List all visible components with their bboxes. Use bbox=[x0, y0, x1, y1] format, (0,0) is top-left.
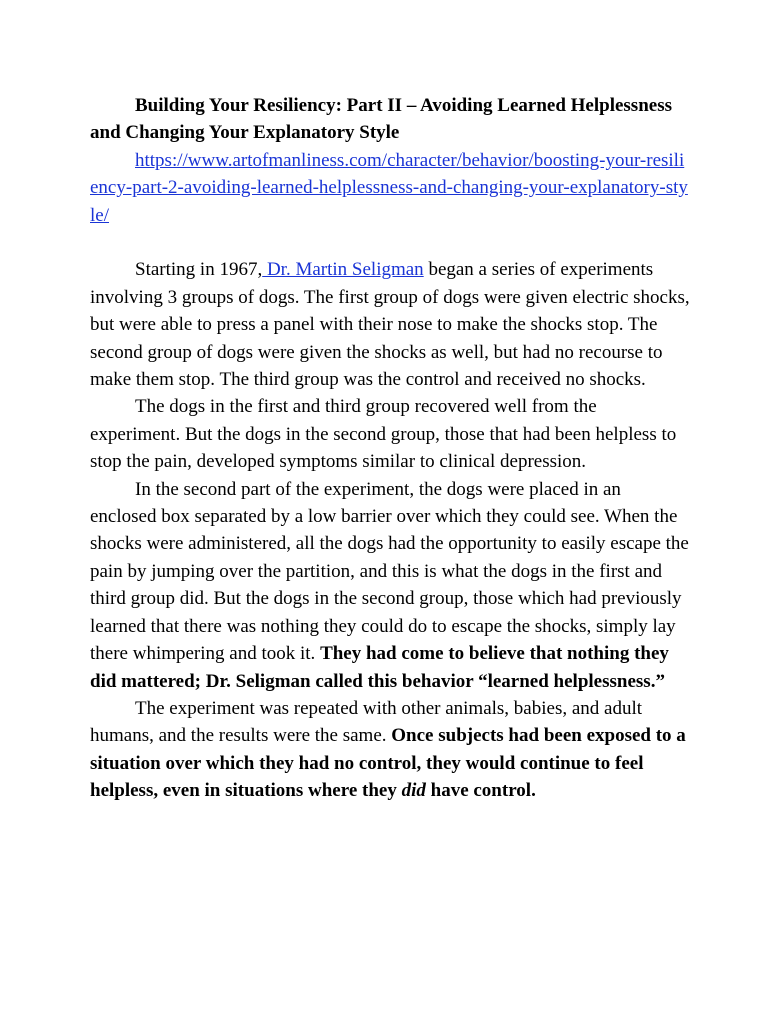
paragraph-3-body: In the second part of the experiment, the dogs were placed in an enclosed box separated by a low barrier over which they could see. When the shocks were administered, all the dogs had the opportunity to easily escape the pain by jumping over the partition, and this is what the dogs in the first and third group did. But the dogs in the second group, those which had previously learned that there was nothing they could do to escape the shocks, simply lay there whimpering and took it. bbox=[90, 478, 689, 665]
paragraph-4 bbox=[90, 695, 690, 805]
paragraph-3-bold-statement: They had come to believe that nothing they did mattered; Dr. Seligman called this behavior “learned helplessness.” bbox=[90, 643, 669, 692]
source-url-link[interactable]: https://www.artofmanliness.com/character/behavior/boosting-your-resiliency-part-2-avoiding-learned-helplessness-and-changing-your-explanatory-style/ bbox=[90, 149, 688, 226]
blank-line bbox=[90, 229, 690, 256]
paragraph-4-emphasis: did bbox=[401, 780, 426, 802]
paragraph-4-body: The experiment was repeated with other animals, babies, and adult humans, and the results were the same. bbox=[90, 697, 643, 747]
paragraph-4-bold-part-2: have control. bbox=[425, 780, 536, 802]
paragraph-4-bold-part-1: Once subjects had been exposed to a situation over which they had no control, they would continue to feel helpless, even in situations where they bbox=[90, 725, 686, 802]
paragraph-1-body: began a series of experiments involving 3 groups of dogs. The first group of dogs were given electric shocks, but were able to press a panel with their nose to make the shocks stop. The second group of dogs were given the shocks as well, but had no recourse to make them stop. The third group was the control and received no shocks. bbox=[90, 259, 690, 391]
paragraph-1 bbox=[90, 256, 690, 393]
seligman-link[interactable]: Dr. Martin Seligman bbox=[262, 259, 424, 281]
paragraph-2: The dogs in the first and third group recovered well from the experiment. But the dogs in the second group, those that had been helpless to stop the pain, developed symptoms similar to clinical depression. bbox=[90, 396, 677, 473]
paragraph-3 bbox=[90, 476, 690, 695]
document-page bbox=[90, 92, 690, 805]
paragraph-1-intro: Starting in 1967, bbox=[135, 259, 263, 281]
source-link-paragraph bbox=[90, 147, 690, 229]
document-title: Building Your Resiliency: Part II – Avoiding Learned Helplessness and Changing Your Explanatory Style bbox=[90, 95, 672, 144]
